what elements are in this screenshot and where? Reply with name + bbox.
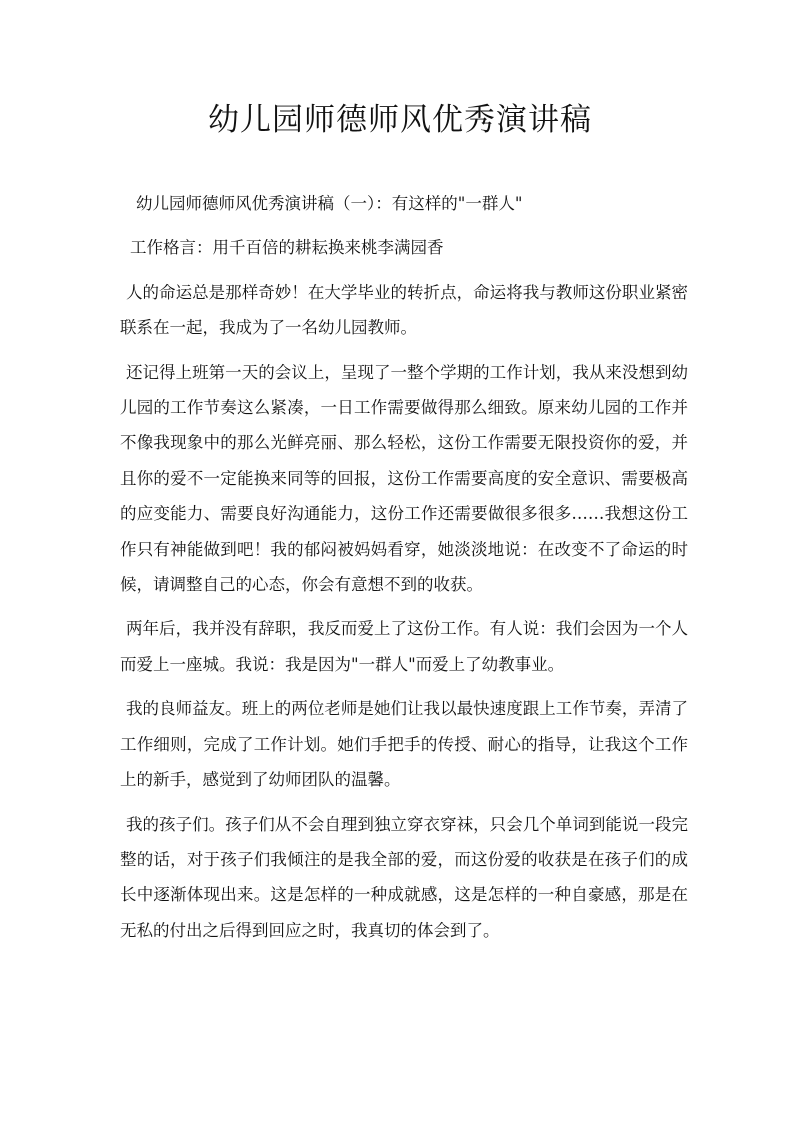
paragraph: 我的良师益友。班上的两位老师是她们让我以最快速度跟上工作节奏，弄清了工作细则，完成了工作计划。她们手把手的传授、耐心的指导，让我这个工作上的新手，感觉到了幼师团队的温馨。: [120, 699, 688, 790]
document-body: [120, 186, 688, 957]
work-motto: 工作格言：用千百倍的耕耘换来桃李满园香: [130, 238, 444, 258]
paragraph: 还记得上班第一天的会议上，呈现了一整个学期的工作计划，我从来没想到幼儿园的工作节奏这么紧凑，一日工作需要做得那么细致。原来幼儿园的工作并不像我现象中的那么光鲜亮丽、那么轻松，这份工作需要无限投资你的爱，并且你的爱不一定能换来同等的回报，这份工作需要高度的安全意识、需要极高的应变能力、需要良好沟通能力，这份工作还需要做很多很多……我想这份工作只有神能做到吧！我的郁闷被妈妈看穿，她淡淡地说：在改变不了命运的时候，请调整自己的心态，你会有意想不到的收获。: [120, 362, 688, 595]
paragraph: 我的孩子们。孩子们从不会自理到独立穿衣穿袜，只会几个单词到能说一段完整的话，对于孩子们我倾注的是我全部的爱，而这份爱的收获是在孩子们的成长中逐渐体现出来。这是怎样的一种成就感，这是怎样的一种自豪感，那是在无私的付出之后得到回应之时，我真切的体会到了。: [120, 814, 688, 940]
document-subtitle: 幼儿园师德师风优秀演讲稿（一）：有这样的"一群人": [136, 194, 523, 213]
paragraph: 人的命运总是那样奇妙！在大学毕业的转折点，命运将我与教师这份职业紧密联系在一起，我成为了一名幼儿园教师。: [120, 282, 688, 338]
document-title: 幼儿园师德师风优秀演讲稿: [208, 102, 592, 138]
paragraph: 两年后，我并没有辞职，我反而爱上了这份工作。有人说：我们会因为一个人而爱上一座城。我说：我是因为"一群人"而爱上了幼教事业。: [120, 619, 688, 674]
